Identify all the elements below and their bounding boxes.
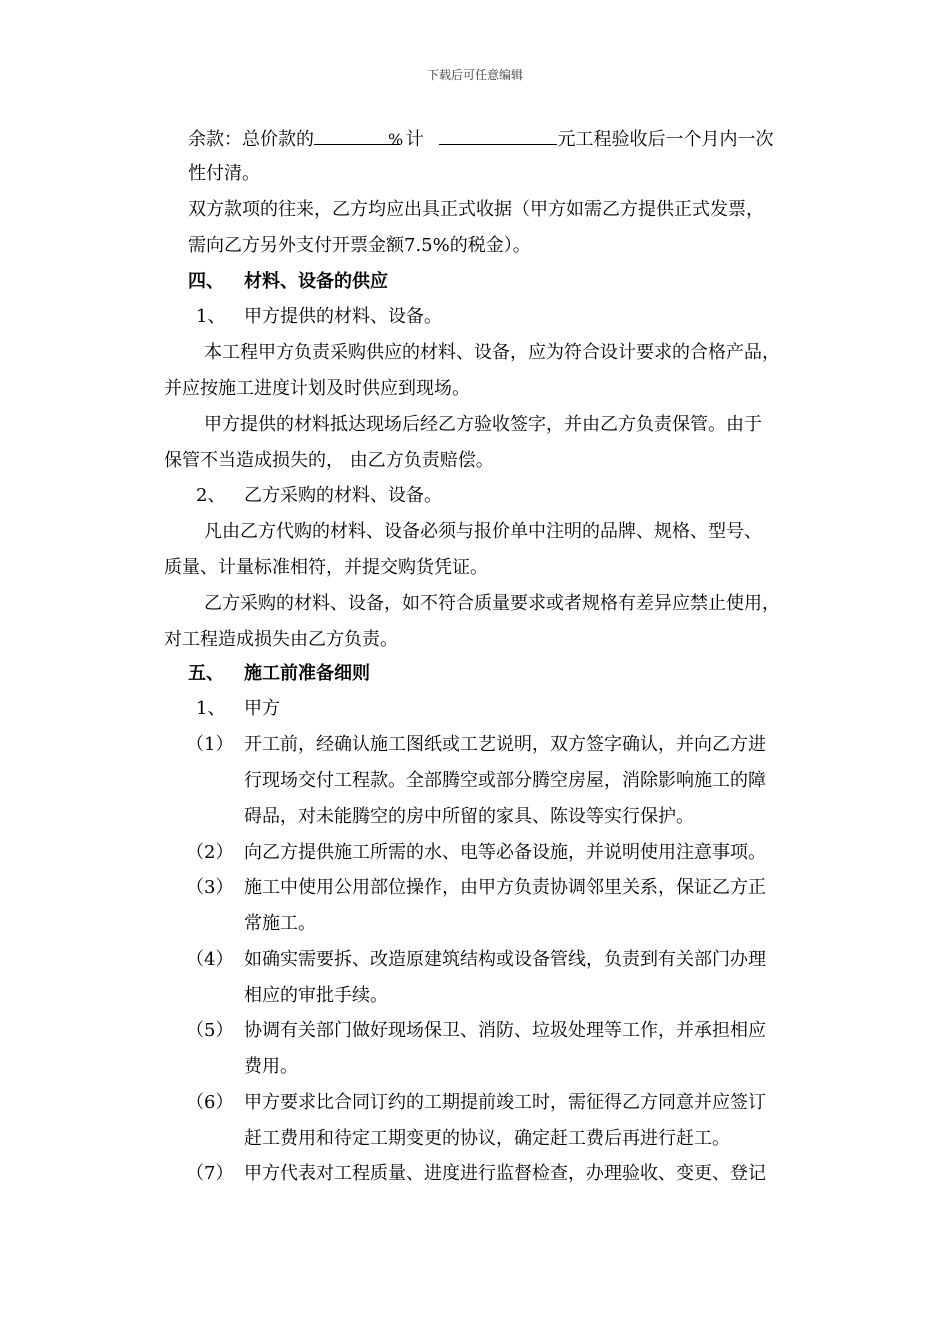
section-4-item-1-title: 甲方提供的材料、设备。 <box>244 306 442 327</box>
para-1-line-1: 本工程甲方负责采购供应的材料、设备，应为符合设计要求的合格产品， <box>204 342 780 363</box>
list-item-1-line-2: 行现场交付工程款。全部腾空或部分腾空房屋，消除影响施工的障 <box>244 770 766 791</box>
section-4-item-2 <box>196 484 442 508</box>
list-item-6-text-1: 甲方要求比合同订约的工期提前竣工时，需征得乙方同意并应签订 <box>244 1092 766 1113</box>
list-item-2-text-1: 向乙方提供施工所需的水、电等必备设施，并说明使用注意事项。 <box>244 842 766 863</box>
list-item-2-index: （2） <box>186 842 234 863</box>
list-item-6-index: （6） <box>186 1092 234 1113</box>
list-item-7-text-1: 甲方代表对工程质量、进度进行监督检查，办理验收、变更、登记 <box>244 1163 766 1184</box>
section-4-heading <box>188 270 388 294</box>
list-item-1-index: （1） <box>186 734 234 755</box>
percent-sign: % <box>388 130 404 149</box>
section-5-item-1 <box>196 697 280 721</box>
receipt-line-2: 需向乙方另外支付开票金额7.5%的税金）。 <box>188 235 531 256</box>
section-5-number: 五、 <box>188 663 224 684</box>
list-item-3-index: （3） <box>186 877 234 898</box>
payment-prefix: 余款：总价款的 <box>188 129 314 150</box>
section-5-title: 施工前准备细则 <box>244 663 370 684</box>
list-item-6-line-1 <box>186 1091 766 1115</box>
list-item-5-index: （5） <box>186 1020 234 1041</box>
list-item-4-index: （4） <box>186 949 234 970</box>
payment-mid: 计 <box>400 129 430 150</box>
payment-suffix: 元工程验收后一个月内一次 <box>557 129 774 150</box>
section-5-item-1-title: 甲方 <box>244 698 280 719</box>
section-4-title: 材料、设备的供应 <box>244 271 388 292</box>
list-item-2-line-1 <box>186 841 766 865</box>
para-4-line-2: 对工程造成损失由乙方负责。 <box>164 629 398 650</box>
list-item-3-text-1: 施工中使用公用部位操作，由甲方负责协调邻里关系，保证乙方正 <box>244 877 766 898</box>
list-item-1-line-1 <box>186 733 766 757</box>
para-4-line-1: 乙方采购的材料、设备，如不符合质量要求或者规格有差异应禁止使用， <box>204 593 780 614</box>
list-item-6-line-2: 赶工费用和待定工期变更的协议，确定赶工费后再进行赶工。 <box>244 1128 730 1149</box>
list-item-4-line-2: 相应的审批手续。 <box>244 985 388 1006</box>
list-item-5-line-2: 费用。 <box>244 1056 298 1077</box>
list-item-4-text-1: 如确实需要拆、改造原建筑结构或设备管线，负责到有关部门办理 <box>244 949 766 970</box>
list-item-1-line-3: 碍品，对未能腾空的房中所留的家具、陈设等实行保护。 <box>244 806 694 827</box>
para-3-line-2: 质量、计量标准相符，并提交购货凭证。 <box>164 557 488 578</box>
list-item-5-line-1 <box>186 1019 766 1043</box>
list-item-1-text-1: 开工前，经确认施工图纸或工艺说明，双方签字确认，并向乙方进 <box>244 734 766 755</box>
amount-blank <box>439 126 557 145</box>
payment-line <box>188 126 773 152</box>
list-item-5-text-1: 协调有关部门做好现场保卫、消防、垃圾处理等工作，并承担相应 <box>244 1020 766 1041</box>
section-5-item-1-number: 1、 <box>196 698 226 719</box>
list-item-7-index: （7） <box>186 1163 234 1184</box>
section-4-item-1 <box>196 305 442 329</box>
section-4-number: 四、 <box>188 271 224 292</box>
list-item-4-line-1 <box>186 948 766 972</box>
payment-line-2: 性付清。 <box>188 163 260 184</box>
section-4-item-1-number: 1、 <box>196 306 226 327</box>
section-4-item-2-number: 2、 <box>196 485 226 506</box>
page-header: 下载后可任意编辑 <box>426 68 523 82</box>
para-3-line-1: 凡由乙方代购的材料、设备必须与报价单中注明的品牌、规格、型号、 <box>204 521 762 542</box>
list-item-7-line-1 <box>186 1162 766 1186</box>
para-2-line-2: 保管不当造成损失的， 由乙方负责赔偿。 <box>164 450 494 471</box>
para-1-line-2: 并应按施工进度计划及时供应到现场。 <box>164 378 470 399</box>
receipt-line-1: 双方款项的往来，乙方均应出具正式收据（甲方如需乙方提供正式发票， <box>188 199 764 220</box>
para-2-line-1: 甲方提供的材料抵达现场后经乙方验收签字，并由乙方负责保管。由于 <box>204 414 762 435</box>
section-5-heading <box>188 662 370 686</box>
section-4-item-2-title: 乙方采购的材料、设备。 <box>244 485 442 506</box>
list-item-3-line-2: 常施工。 <box>244 913 316 934</box>
list-item-3-line-1 <box>186 876 766 900</box>
